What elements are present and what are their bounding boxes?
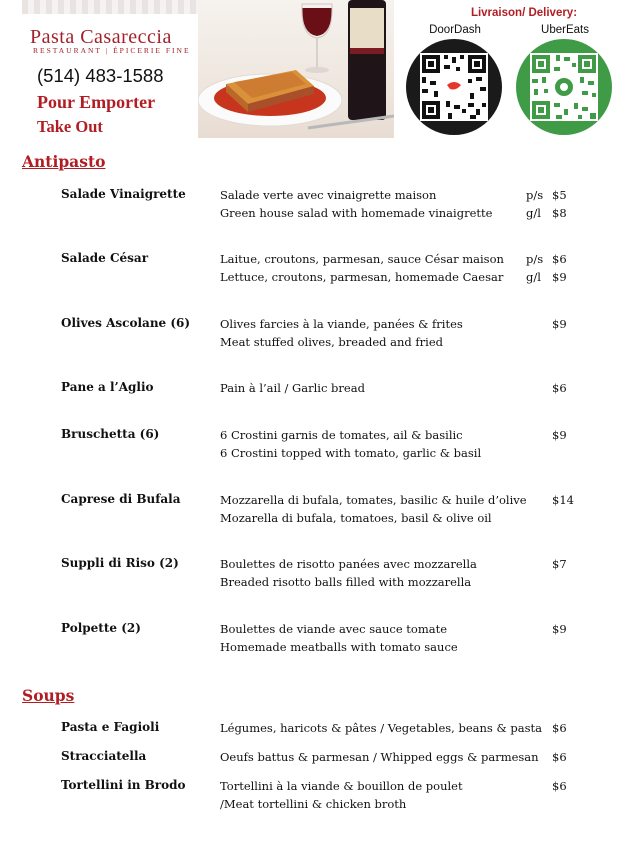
ubereats-label: UberEats — [541, 24, 589, 36]
menu-item-desc-en: Mozarella di bufala, tomatoes, basil & olive oil — [220, 511, 492, 525]
menu-item-price: $6 — [552, 779, 567, 793]
menu-item-desc-fr: Mozzarella di bufala, tomates, basilic & huile d’olive — [220, 493, 527, 507]
menu-item-name: Salade Vinaigrette — [61, 187, 186, 201]
menu-item-desc-fr: Olives farcies à la viande, panées & frites — [220, 317, 463, 331]
menu-item-name: Olives Ascolane (6) — [61, 316, 191, 330]
menu-item-price: $6 — [552, 381, 567, 395]
menu-item-desc: Légumes, haricots & pâtes / Vegetables, beans & pasta — [220, 721, 542, 735]
menu-item-desc-fr: 6 Crostini garnis de tomates, ail & basilic — [220, 428, 463, 442]
menu-item-name: Bruschetta (6) — [61, 427, 160, 441]
menu-item-name: Pasta e Fagioli — [61, 720, 160, 734]
section-title-antipasto: Antipasto — [22, 152, 106, 171]
menu-item-size-small: p/s — [526, 188, 544, 202]
menu-item-price-small: $6 — [552, 252, 567, 266]
ubereats-qr-icon — [516, 39, 612, 135]
menu-item-desc-fr: Boulettes de risotto panées avec mozzarella — [220, 557, 477, 571]
menu-item-price: $6 — [552, 750, 567, 764]
menu-item-size-small: p/s — [526, 252, 544, 266]
menu-item-desc-fr: Tortellini à la viande & bouillon de poulet — [220, 779, 463, 793]
doordash-qr-code[interactable] — [406, 39, 502, 135]
logo-banner — [22, 0, 200, 14]
lasagna-photo-illustration — [198, 0, 394, 138]
menu-item-desc-en: Meat stuffed olives, breaded and fried — [220, 335, 444, 349]
doordash-qr-icon — [406, 39, 502, 135]
menu-item-desc-en: Green house salad with homemade vinaigrette — [220, 206, 493, 220]
menu-item-desc-en: Homemade meatballs with tomato sauce — [220, 640, 458, 654]
menu-item-name: Pane a l’Aglio — [61, 380, 154, 394]
menu-item-size-large: g/l — [526, 206, 541, 220]
lasagna-photo — [198, 0, 394, 138]
menu-item-desc: Oeufs battus & parmesan / Whipped eggs & parmesan — [220, 750, 539, 764]
menu-item-name: Caprese di Bufala — [61, 492, 181, 506]
menu-item-desc-en: Lettuce, croutons, parmesan, homemade Caesar — [220, 270, 504, 284]
menu-item-price: $9 — [552, 622, 567, 636]
menu-item-desc: Pain à l’ail / Garlic bread — [220, 381, 365, 395]
menu-item-price: $14 — [552, 493, 574, 507]
menu-item-price: $9 — [552, 317, 567, 331]
section-title-soups: Soups — [22, 686, 75, 705]
menu-item-price: $6 — [552, 721, 567, 735]
menu-item-price: $9 — [552, 428, 567, 442]
pour-emporter-heading: Pour Emporter — [37, 92, 156, 112]
menu-item-desc-en: /Meat tortellini & chicken broth — [220, 797, 407, 811]
ubereats-qr-code[interactable] — [516, 39, 612, 135]
menu-item-name: Stracciatella — [61, 749, 147, 763]
brand-subtitle: RESTAURANT | ÉPICERIE FINE — [33, 46, 191, 55]
take-out-heading: Take Out — [37, 117, 103, 136]
brand-name: Pasta Casareccia — [30, 26, 172, 48]
menu-item-desc-fr: Boulettes de viande avec sauce tomate — [220, 622, 448, 636]
delivery-heading: Livraison/ Delivery: — [470, 7, 578, 19]
menu-item-price-small: $5 — [552, 188, 567, 202]
menu-item-desc-en: Breaded risotto balls filled with mozzarella — [220, 575, 472, 589]
menu-item-name: Polpette (2) — [61, 621, 141, 635]
menu-item-size-large: g/l — [526, 270, 541, 284]
menu-item-price-large: $9 — [552, 270, 567, 284]
phone-number[interactable]: (514) 483-1588 — [37, 65, 164, 86]
menu-item-desc-fr: Laitue, croutons, parmesan, sauce César maison — [220, 252, 504, 266]
menu-item-name: Tortellini in Brodo — [61, 778, 186, 792]
menu-item-desc-fr: Salade verte avec vinaigrette maison — [220, 188, 437, 202]
doordash-label: DoorDash — [429, 24, 481, 36]
menu-item-price-large: $8 — [552, 206, 567, 220]
menu-item-price: $7 — [552, 557, 567, 571]
menu-item-name: Suppli di Riso (2) — [61, 556, 179, 570]
menu-item-name: Salade César — [61, 251, 149, 265]
menu-item-desc-en: 6 Crostini topped with tomato, garlic & basil — [220, 446, 482, 460]
